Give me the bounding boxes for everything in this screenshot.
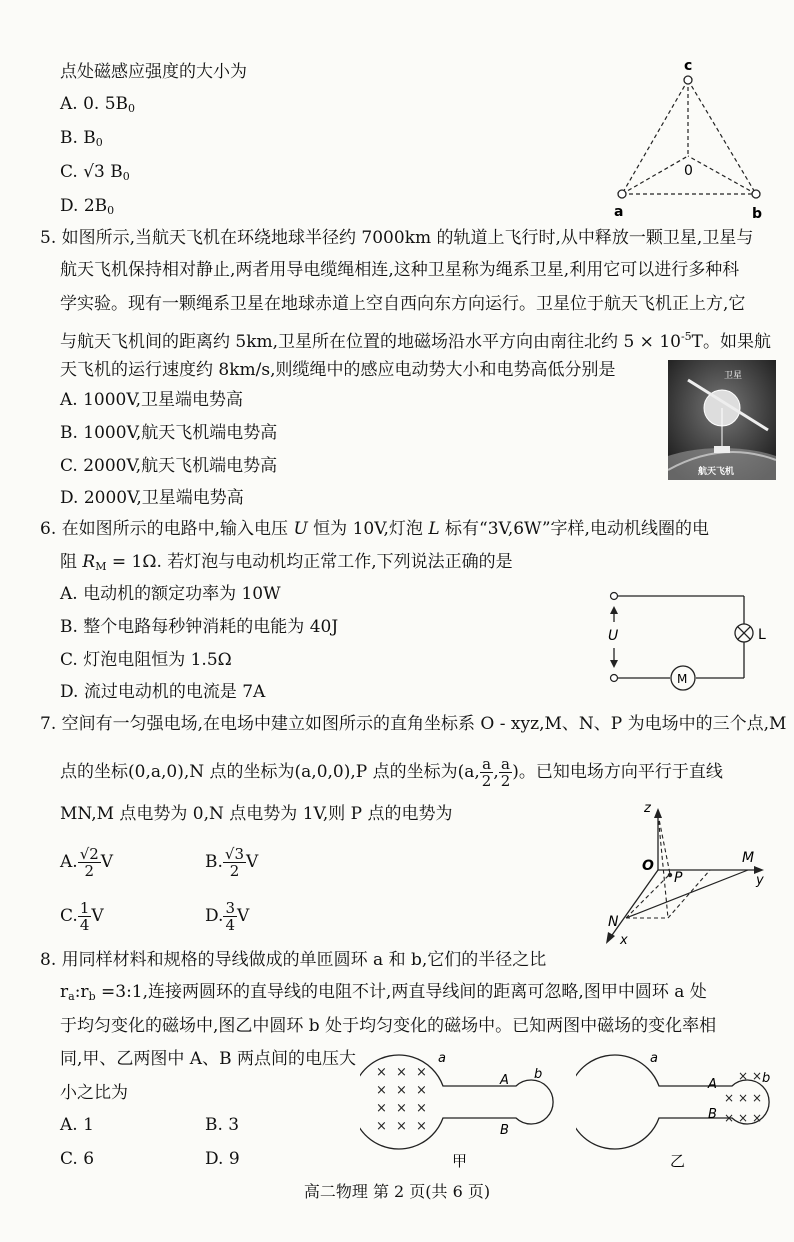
q7-option-a[interactable]: [60, 846, 113, 879]
q7-c-d: 4: [79, 916, 90, 934]
q5-option-d[interactable]: D. 2000V,卫星端电势高: [60, 488, 244, 508]
svg-text:×: ×: [396, 1101, 407, 1116]
q6-l1b: 恒为 10V,灯泡: [307, 519, 429, 539]
yi-label-a: a: [650, 1051, 658, 1066]
field-crosses: [376, 1065, 427, 1134]
label-N: N: [608, 914, 619, 930]
q7-b-pre: B.: [205, 852, 223, 872]
svg-text:×: ×: [738, 1091, 749, 1105]
q4-sub: 0: [128, 102, 136, 115]
yi-label-B: B: [708, 1107, 717, 1122]
label-b: b: [752, 206, 763, 222]
q7-d-n: 3: [225, 899, 235, 917]
svg-text:×: ×: [376, 1083, 387, 1098]
q8-figure-jia: [360, 1046, 574, 1172]
q4-sub: 0: [95, 136, 103, 149]
q4-sub: 0: [122, 170, 130, 183]
field-crosses-b: [724, 1069, 762, 1125]
label-a: a: [614, 204, 624, 220]
q7-d-frac: [223, 900, 237, 933]
jia-label-a: a: [438, 1051, 446, 1066]
label-o: 0: [684, 163, 693, 179]
yi-caption: 乙: [670, 1152, 686, 1170]
svg-text:×: ×: [724, 1091, 735, 1105]
label-L: L: [758, 627, 766, 643]
q8-option-a[interactable]: A. 1: [60, 1115, 94, 1135]
label-z: z: [644, 801, 651, 816]
label-M: M: [742, 850, 755, 866]
q8-option-d[interactable]: D. 9: [205, 1149, 240, 1169]
q7-option-c[interactable]: [60, 900, 104, 933]
q6-l1a: 6. 在如图所示的电路中,输入电压: [40, 519, 294, 539]
q7-frac2-n: a: [499, 756, 513, 773]
q6-option-b[interactable]: B. 整个电路每秒钟消耗的电能为 40J: [60, 617, 339, 637]
q6-line1: [40, 517, 709, 541]
svg-text:×: ×: [396, 1065, 407, 1080]
q5-option-b[interactable]: B. 1000V,航天飞机端电势高: [60, 423, 278, 443]
q5-line1: 5. 如图所示,当航天飞机在环绕地球半径约 7000km 的轨道上飞行时,从中释放一颗卫星,卫星与: [40, 228, 754, 248]
yi-label-A: A: [708, 1077, 717, 1092]
q6-l2r: R: [82, 552, 96, 572]
q4-option-d[interactable]: [60, 194, 114, 223]
q6-option-d[interactable]: D. 流过电动机的电流是 7A: [60, 682, 266, 702]
q6-option-c[interactable]: C. 灯泡电阻恒为 1.5Ω: [60, 650, 232, 670]
q8-option-c[interactable]: C. 6: [60, 1149, 95, 1169]
page-footer: 高二物理 第 2 页(共 6 页): [303, 1182, 491, 1201]
q7-axes-figure: [598, 798, 778, 950]
q5-exp: -5: [680, 330, 692, 343]
q4-option-d-text: D. 2B: [60, 196, 108, 216]
jia-label-B: B: [500, 1123, 509, 1138]
q4-option-a[interactable]: [60, 92, 135, 121]
q6-l2b: = 1Ω. 若灯泡与电动机均正常工作,下列说法正确的是: [106, 552, 513, 572]
q7-frac1-n: a: [480, 756, 494, 773]
q6-line2: [60, 550, 513, 579]
q5-line4b: T。如果航: [691, 332, 772, 352]
q7-d-unit: V: [236, 906, 250, 926]
svg-text:×: ×: [416, 1101, 427, 1116]
svg-text:×: ×: [376, 1065, 387, 1080]
q5-line4: [60, 325, 771, 354]
q5-line3: 学实验。现有一颗绳系卫星在地球赤道上空自西向东方向运行。卫星位于航天飞机正上方,它: [60, 294, 746, 314]
q4-option-b-text: B. B: [60, 128, 96, 148]
q7-a-d: 2: [84, 862, 95, 880]
photo-label-shuttle: 航天飞机: [698, 467, 735, 477]
q8-figure-yi: [576, 1046, 786, 1172]
q7-line1: 7. 空间有一匀强电场,在电场中建立如图所示的直角坐标系 O - xyz,M、N、P 为电场中的三个点,M: [40, 714, 787, 734]
label-O: O: [642, 858, 654, 874]
q4-option-a-text: A. 0. 5B: [60, 94, 129, 114]
svg-text:×: ×: [416, 1065, 427, 1080]
q7-a-unit: V: [100, 852, 114, 872]
label-x: x: [620, 933, 628, 948]
svg-text:×: ×: [416, 1119, 427, 1134]
q8-line2: [60, 980, 707, 1009]
q4-option-c-text: C. √3 B: [60, 162, 123, 182]
q5-line2: 航天飞机保持相对静止,两者用导电缆绳相连,这种卫星称为绳系卫星,利用它可以进行多种科: [60, 260, 740, 280]
svg-text:×: ×: [752, 1091, 763, 1105]
q6-circuit-figure: [596, 584, 780, 694]
q4-sub: 0: [107, 204, 115, 217]
q7-l2b: 。已知电场方向平行于直线: [518, 762, 723, 782]
q7-frac2: [499, 756, 513, 789]
q7-c-unit: V: [91, 906, 104, 926]
q8-l2b: :r: [74, 982, 89, 1002]
q8-l2c: =3:1,连接两圆环的直导线的电阻不计,两直导线间的距离可忽略,图甲中圆环 a 处: [95, 982, 707, 1002]
q7-a-frac: [78, 846, 101, 879]
jia-label-A: A: [500, 1073, 509, 1088]
q7-c-n: 1: [79, 899, 90, 917]
jia-label-b: b: [534, 1067, 543, 1082]
q7-a-n: √2: [79, 845, 99, 863]
svg-text:×: ×: [738, 1111, 749, 1125]
q4-option-b[interactable]: [60, 126, 103, 155]
q5-line5: 天飞机的运行速度约 8km/s,则缆绳中的感应电动势大小和电势高低分别是: [60, 360, 616, 380]
svg-text:×: ×: [416, 1083, 427, 1098]
q7-c-pre: C.: [60, 906, 78, 926]
label-c: c: [684, 58, 693, 74]
q6-l1c: 标有“3V,6W”字样,电动机线圈的电: [439, 519, 709, 539]
q7-c-frac: [78, 900, 92, 933]
q7-a-pre: A.: [60, 852, 78, 872]
q6-option-a[interactable]: A. 电动机的额定功率为 10W: [60, 584, 281, 604]
q5-option-c[interactable]: C. 2000V,航天飞机端电势高: [60, 456, 278, 476]
svg-text:×: ×: [376, 1101, 387, 1116]
photo-label-satellite: 卫星: [724, 371, 743, 381]
svg-text:×: ×: [752, 1111, 763, 1125]
q7-option-b[interactable]: [205, 846, 258, 879]
q7-line2: 点的坐标(0,a,0),N 点的坐标为(a,0,0),P 点的坐标为(a, $\frac{a}{2}$ , $\frac{a}{2}$ )。已知电场方向平行于直线: [60, 755, 723, 790]
svg-text:×: ×: [724, 1111, 735, 1125]
label-P: P: [674, 870, 683, 886]
q8-l2s1: a: [68, 990, 75, 1003]
q6-l2sub: M: [95, 560, 107, 573]
q7-option-d[interactable]: [205, 900, 249, 933]
q8-l2a: r: [60, 982, 69, 1002]
q7-b-d: 2: [229, 862, 240, 880]
q6-l2a: 阻: [60, 552, 83, 572]
label-y: y: [756, 873, 764, 888]
q5-option-a[interactable]: A. 1000V,卫星端电势高: [60, 390, 244, 410]
q7-frac1-d: 2: [481, 772, 492, 790]
q4-option-c[interactable]: [60, 160, 130, 189]
q5-line4a: 与航天飞机间的距离约 5km,卫星所在位置的地磁场沿水平方向由南往北约 5 × 10: [60, 332, 681, 352]
q7-frac1: [480, 756, 494, 789]
q6-l1u: U: [293, 519, 308, 539]
svg-text:×: ×: [752, 1069, 763, 1083]
q7-d-pre: D.: [205, 906, 224, 926]
svg-text:×: ×: [396, 1119, 407, 1134]
yi-label-b: b: [762, 1071, 771, 1086]
q8-option-b[interactable]: B. 3: [205, 1115, 240, 1135]
q7-b-unit: V: [246, 852, 259, 872]
q7-l2a: 点的坐标(0,a,0),N 点的坐标为(a,0,0),P 点的坐标为(a,: [60, 762, 480, 782]
label-M: M: [677, 672, 688, 686]
q6-l1l: L: [428, 519, 440, 539]
svg-text:×: ×: [396, 1083, 407, 1098]
label-U: U: [608, 628, 619, 644]
q8-line1: 8. 用同样材料和规格的导线做成的单匝圆环 a 和 b,它们的半径之比: [40, 950, 547, 970]
q8-line5: 小之比为: [60, 1083, 128, 1103]
q8-line4: 同,甲、乙两图中 A、B 两点间的电压大: [60, 1049, 356, 1069]
jia-caption: 甲: [452, 1152, 468, 1170]
q7-b-frac: [223, 846, 246, 879]
q5-photo: [668, 360, 776, 480]
q7-d-d: 4: [225, 916, 235, 934]
q8-line3: 于均匀变化的磁场中,图乙中圆环 b 处于均匀变化的磁场中。已知两图中磁场的变化率相: [60, 1016, 717, 1036]
svg-text:×: ×: [738, 1069, 749, 1083]
q4-triangle-figure: [600, 56, 780, 224]
q7-frac2-d: 2: [500, 772, 511, 790]
svg-text:×: ×: [376, 1119, 387, 1134]
q4-stem-tail: 点处磁感应强度的大小为: [60, 62, 247, 82]
q7-line3: MN,M 点电势为 0,N 点电势为 1V,则 P 点的电势为: [60, 804, 453, 824]
q7-b-n: √3: [224, 845, 245, 863]
q8-l2s2: b: [88, 990, 96, 1003]
